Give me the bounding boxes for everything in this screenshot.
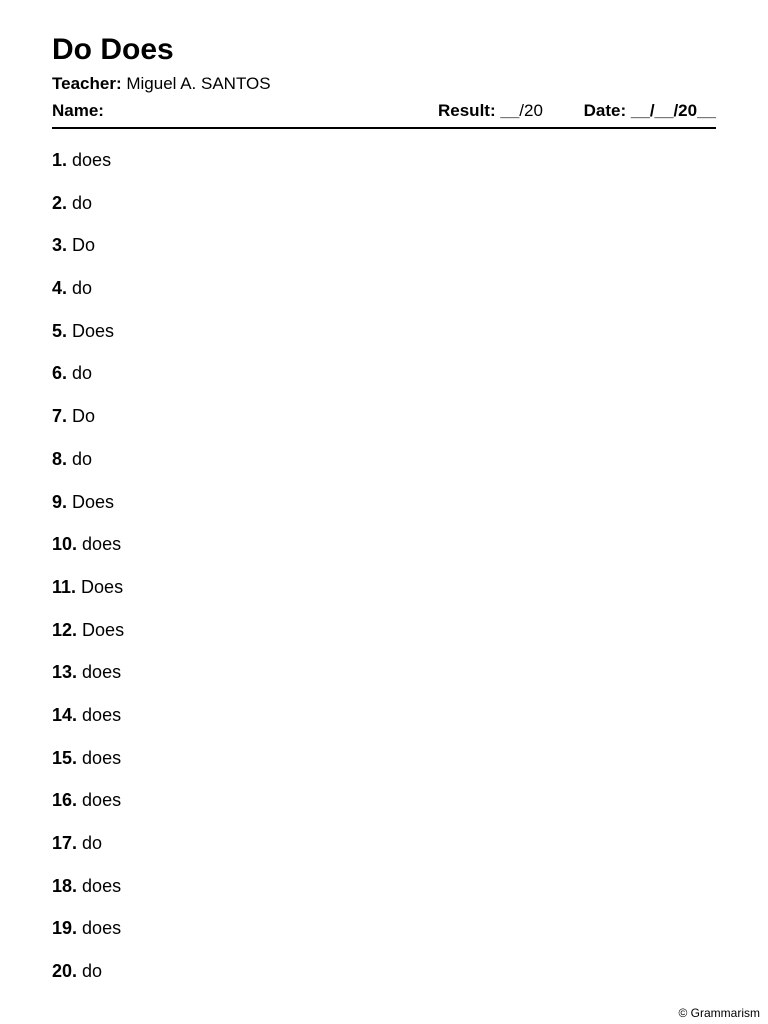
answer-text: Does <box>81 576 124 597</box>
answer-number: 3. <box>52 235 68 256</box>
result-total: /20 <box>519 101 543 120</box>
answer-item <box>52 276 124 319</box>
answer-text: does <box>82 534 122 555</box>
answer-item <box>52 233 124 276</box>
answer-number: 18. <box>52 875 78 896</box>
answer-item <box>52 361 124 404</box>
teacher-label: Teacher: <box>52 74 122 93</box>
answer-text: does <box>82 918 122 939</box>
answer-item <box>52 575 124 618</box>
answer-number: 5. <box>52 320 68 341</box>
answer-number: 1. <box>52 150 68 170</box>
result-blank: __ <box>500 101 520 120</box>
answer-item <box>52 404 124 447</box>
result-label: Result: <box>438 101 496 120</box>
answer-text: do <box>82 833 103 853</box>
answer-text: does <box>82 747 122 768</box>
answer-item <box>52 618 124 661</box>
answer-item <box>52 916 124 959</box>
answer-number: 11. <box>52 576 77 597</box>
answer-text: Do <box>72 406 96 427</box>
answer-text: does <box>82 875 122 896</box>
date-label: Date: <box>583 101 627 120</box>
result-field <box>438 100 543 122</box>
answer-item <box>52 660 124 703</box>
answer-text: Do <box>72 235 96 256</box>
answer-item <box>52 490 124 533</box>
copyright-footer: © Grammarism <box>678 1006 760 1020</box>
answer-item <box>52 788 124 831</box>
header-divider <box>52 127 716 129</box>
answer-number: 12. <box>52 619 78 640</box>
answer-number: 16. <box>52 790 78 811</box>
answer-text: does <box>82 662 122 683</box>
name-label: Name: <box>52 101 104 120</box>
answer-number: 6. <box>52 363 68 384</box>
answer-text: do <box>72 363 93 384</box>
answer-list <box>52 148 124 1002</box>
worksheet-title: Do Does <box>52 33 174 66</box>
answer-item <box>52 319 124 362</box>
answer-number: 14. <box>52 704 78 725</box>
answer-item <box>52 191 124 234</box>
answer-text: do <box>72 278 93 299</box>
teacher-line <box>52 73 271 95</box>
answer-item <box>52 831 124 874</box>
answer-number: 9. <box>52 491 68 512</box>
date-blank: __/__/20__ <box>630 101 716 120</box>
answer-item <box>52 447 124 490</box>
answer-text: Does <box>72 491 115 512</box>
answer-item <box>52 532 124 575</box>
answer-number: 17. <box>52 833 78 853</box>
date-field <box>584 100 716 122</box>
answer-text: do <box>72 192 93 213</box>
answer-number: 4. <box>52 278 68 299</box>
answer-number: 7. <box>52 406 68 427</box>
answer-number: 19. <box>52 918 78 939</box>
answer-number: 8. <box>52 448 68 469</box>
answer-number: 15. <box>52 747 78 768</box>
answer-text: does <box>82 790 122 811</box>
answer-text: Does <box>72 320 115 341</box>
answer-text: do <box>82 961 103 982</box>
answer-item <box>52 874 124 917</box>
answer-number: 13. <box>52 662 78 683</box>
answer-item <box>52 959 124 1002</box>
answer-item <box>52 746 124 789</box>
teacher-name: Miguel A. SANTOS <box>126 74 271 93</box>
answer-text: do <box>72 448 93 469</box>
answer-number: 2. <box>52 192 68 213</box>
answer-item <box>52 148 124 191</box>
answer-item <box>52 703 124 746</box>
answer-text: does <box>82 704 122 725</box>
answer-text: does <box>72 150 112 170</box>
answer-number: 10. <box>52 534 78 555</box>
answer-number: 20. <box>52 961 78 982</box>
answer-text: Does <box>82 619 125 640</box>
